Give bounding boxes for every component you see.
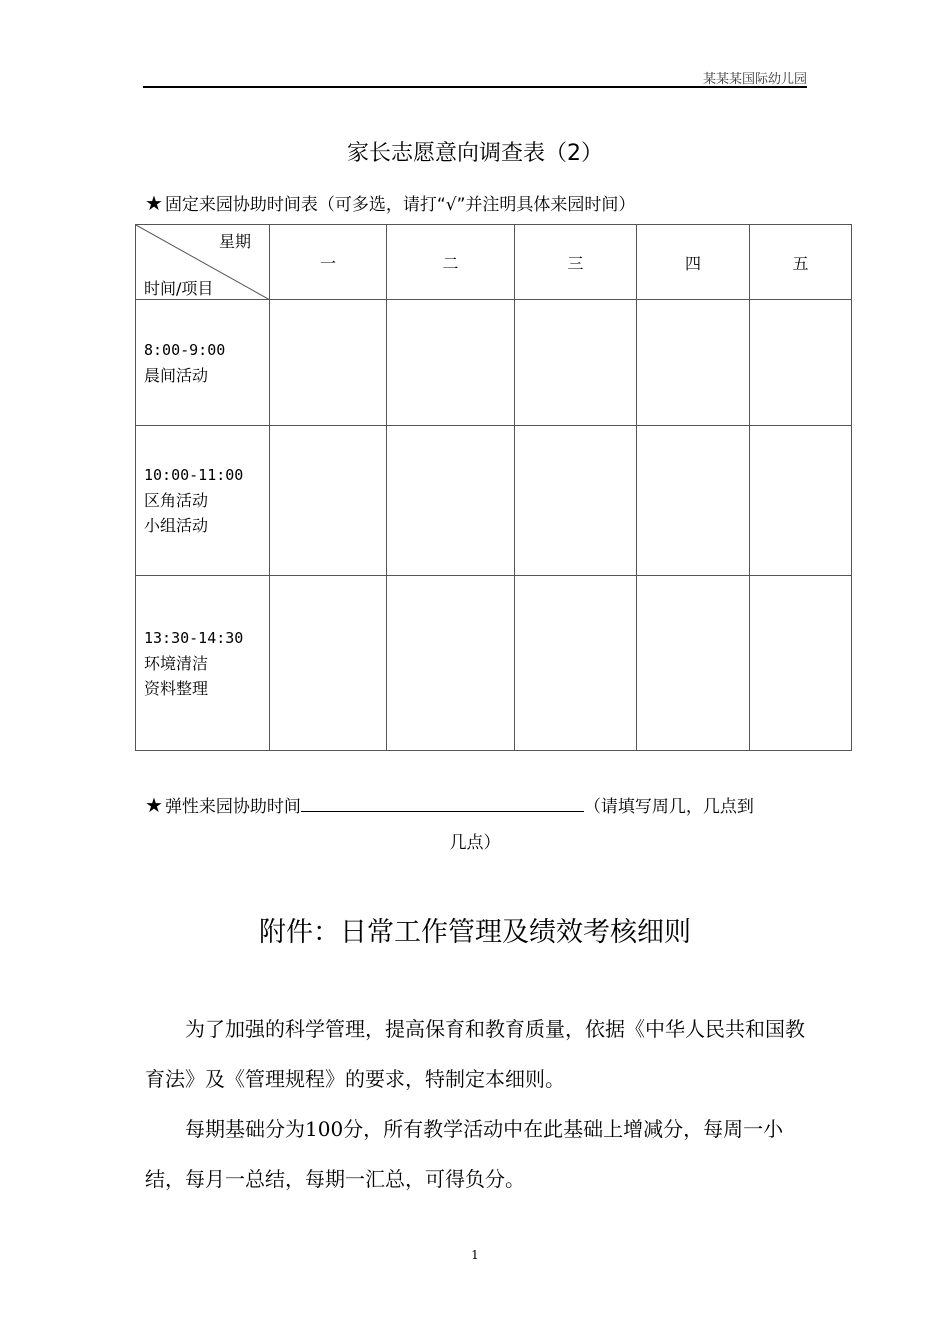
- check-cell[interactable]: [387, 300, 515, 426]
- page-number: 1: [471, 1248, 479, 1262]
- time-slot-cell: [136, 300, 270, 426]
- check-cell[interactable]: [387, 426, 515, 576]
- slot-item: 区角活动: [144, 491, 209, 510]
- flexible-section-label: 弹性来园协助时间: [164, 797, 301, 817]
- slot-item: 小组活动: [144, 516, 209, 535]
- fixed-section-text: 固定来园协助时间表（可多选，请打“√”并注明具体来园时间）: [164, 195, 636, 215]
- corner-label-time-item: 时间/项目: [144, 279, 214, 298]
- annex-title: 附件：日常工作管理及绩效考核细则: [259, 917, 691, 948]
- check-cell[interactable]: [750, 300, 852, 426]
- star-icon: ★: [145, 191, 163, 215]
- slot-time: 13:30-14:30: [144, 628, 244, 647]
- star-icon: ★: [145, 793, 163, 817]
- table-row: [136, 300, 852, 426]
- fixed-section-label: [145, 190, 635, 215]
- check-cell[interactable]: [515, 300, 637, 426]
- check-cell[interactable]: [270, 300, 387, 426]
- check-cell[interactable]: [387, 576, 515, 751]
- table-corner-cell: [136, 225, 270, 300]
- slot-time: 10:00-11:00: [144, 466, 244, 484]
- time-slot-cell: [136, 426, 270, 576]
- day-header: 三: [515, 225, 637, 300]
- flexible-section-hint-cont: 几点）: [449, 833, 501, 853]
- slot-time: 8:00-9:00: [144, 340, 226, 359]
- flexible-section-hint: （请填写周几，几点到: [583, 797, 754, 817]
- day-header: 五: [750, 225, 852, 300]
- check-cell[interactable]: [515, 576, 637, 751]
- body-paragraph: 为了加强的科学管理，提高保育和教育质量，依据《中华人民共和国教育法》及《管理规程》的要求，特制定本细则。: [145, 1017, 805, 1091]
- check-cell[interactable]: [750, 426, 852, 576]
- check-cell[interactable]: [637, 300, 750, 426]
- flexible-time-blank[interactable]: [301, 793, 584, 812]
- check-cell[interactable]: [637, 426, 750, 576]
- check-cell[interactable]: [270, 576, 387, 751]
- table-row: [136, 576, 852, 751]
- day-header: 一: [270, 225, 387, 300]
- header-rule: [143, 86, 807, 88]
- page-title: 家长志愿意向调查表（2）: [347, 141, 603, 166]
- check-cell[interactable]: [270, 426, 387, 576]
- corner-label-weekday: 星期: [218, 232, 251, 251]
- schedule-table: [135, 224, 852, 751]
- table-row: [136, 426, 852, 576]
- check-cell[interactable]: [750, 576, 852, 751]
- time-slot-cell: [136, 576, 270, 751]
- day-header: 四: [637, 225, 750, 300]
- check-cell[interactable]: [637, 576, 750, 751]
- day-header: 二: [387, 225, 515, 300]
- slot-item: 资料整理: [144, 678, 209, 698]
- flexible-section: [145, 792, 754, 817]
- body-paragraph: 每期基础分为100分，所有教学活动中在此基础上增减分，每周一小结，每月一总结，每期一汇总，可得负分。: [145, 1117, 784, 1191]
- header-org-name: 某某某国际幼儿园: [702, 72, 807, 87]
- slot-item: 晨间活动: [144, 365, 209, 385]
- check-cell[interactable]: [515, 426, 637, 576]
- slot-item: 环境清洁: [144, 653, 209, 673]
